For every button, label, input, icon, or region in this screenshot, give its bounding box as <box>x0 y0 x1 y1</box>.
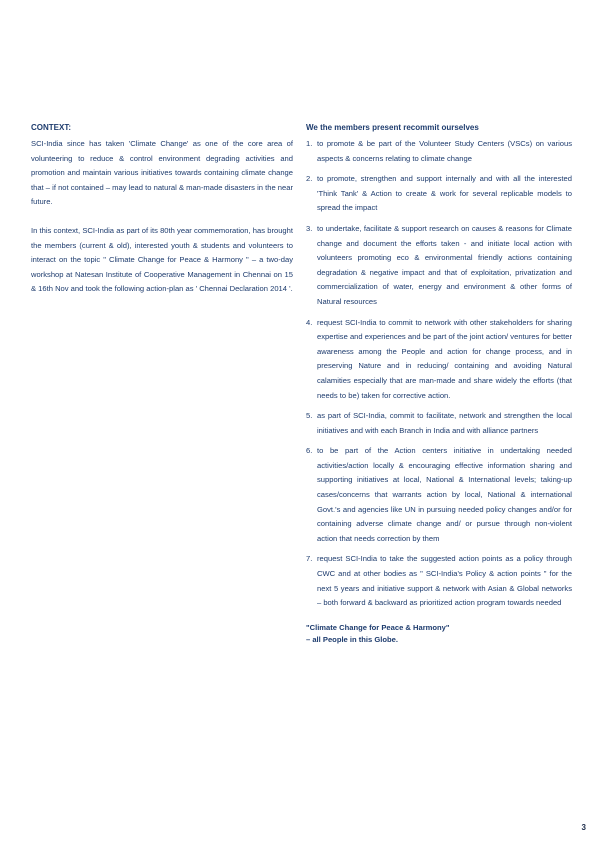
declaration-point <box>306 222 572 310</box>
declaration-column <box>306 122 572 646</box>
closing-line-1: "Climate Change for Peace & Harmony" <box>306 622 450 632</box>
point-text: as part of SCI-India, commit to facilitate, network and strengthen the local initiatives and with each Branch in India and with alliance partners <box>317 411 572 435</box>
point-text: to promote, strengthen and support internally and with all the interested 'Think Tank' & Action to create & work for several replicable models to spread the impact <box>317 174 572 213</box>
context-column <box>31 122 293 297</box>
point-number: 7. <box>306 554 313 564</box>
point-number: 3. <box>306 223 313 233</box>
point-text: request SCI-India to commit to network with other stakeholders for sharing expertise and experiences and be part of the joint action/ ventures for better awareness among the People and action for change process, and in preserving Nature and in reducing/ containing and avoiding Natural calamities especially that are man-made and share widely the efforts (that needs to be) taken for corrective action. <box>317 317 572 400</box>
declaration-point <box>306 444 572 546</box>
context-heading: CONTEXT: <box>31 123 71 132</box>
declaration-points-list <box>306 137 572 611</box>
point-number: 1. <box>306 139 313 148</box>
declaration-point <box>306 552 572 610</box>
point-text: to promote & be part of the Volunteer Study Centers (VSCs) on various aspects & concerns relating to climate change <box>317 139 572 163</box>
declaration-point <box>306 172 572 216</box>
declaration-heading: We the members present recommit ourselves <box>306 123 479 132</box>
point-text: to undertake, facilitate & support research on causes & reasons for Climate change and document the efforts taken - and initiate local action with volunteers promoting eco & environmental friendly actions containing degradation & negative impact and that of exploitation, privatization and commercialization of water, energy and environment & other forms of Natural resources <box>317 223 572 306</box>
closing-statement <box>306 622 572 646</box>
declaration-point <box>306 137 572 166</box>
closing-line-2: – all People in this Globe. <box>306 634 398 644</box>
point-number: 4. <box>306 317 313 327</box>
point-number: 2. <box>306 174 313 184</box>
declaration-point <box>306 409 572 438</box>
point-number: 6. <box>306 446 313 456</box>
context-paragraph-1: SCI-India since has taken 'Climate Change' as one of the core area of volunteering to reduce & control environment degrading activities and promotion and maintain various initiatives towards containing climate change that – if not contained – may lead to natural & man-made disasters in the near future. <box>31 139 293 207</box>
point-number: 5. <box>306 411 313 421</box>
point-text: to be part of the Action centers initiative in undertaking needed activities/action locally & encouraging effective information sharing and supporting initiatives at local, National & International levels; taking-up cases/concerns that warrants action by local, National & international Govt.'s and agencies like UN in pursuing needed policy changes and/or for containing adverse climate change and/ or pursue through non-violent action that needs correction by them <box>317 446 572 543</box>
declaration-point <box>306 316 572 404</box>
page-number: 3 <box>581 823 586 832</box>
point-text: request SCI-India to take the suggested action points as a policy through CWC and at other bodies as " SCI-India's Policy & action points " for the next 5 years and initiative support & network with Asian & Global networks – both forward & backward as prioritized action program towards needed <box>317 554 572 608</box>
context-paragraph-2: In this context, SCI-India as part of its 80th year commemoration, has brought the members (current & old), interested youth & students and volunteers to interact on the topic " Climate Change for Peace & Harmony " – a two-day workshop at Natesan Institute of Cooperative Management in Chennai on 15 & 16th Nov and took the following action-plan as ' Chennai Declaration 2014 '. <box>31 225 293 294</box>
